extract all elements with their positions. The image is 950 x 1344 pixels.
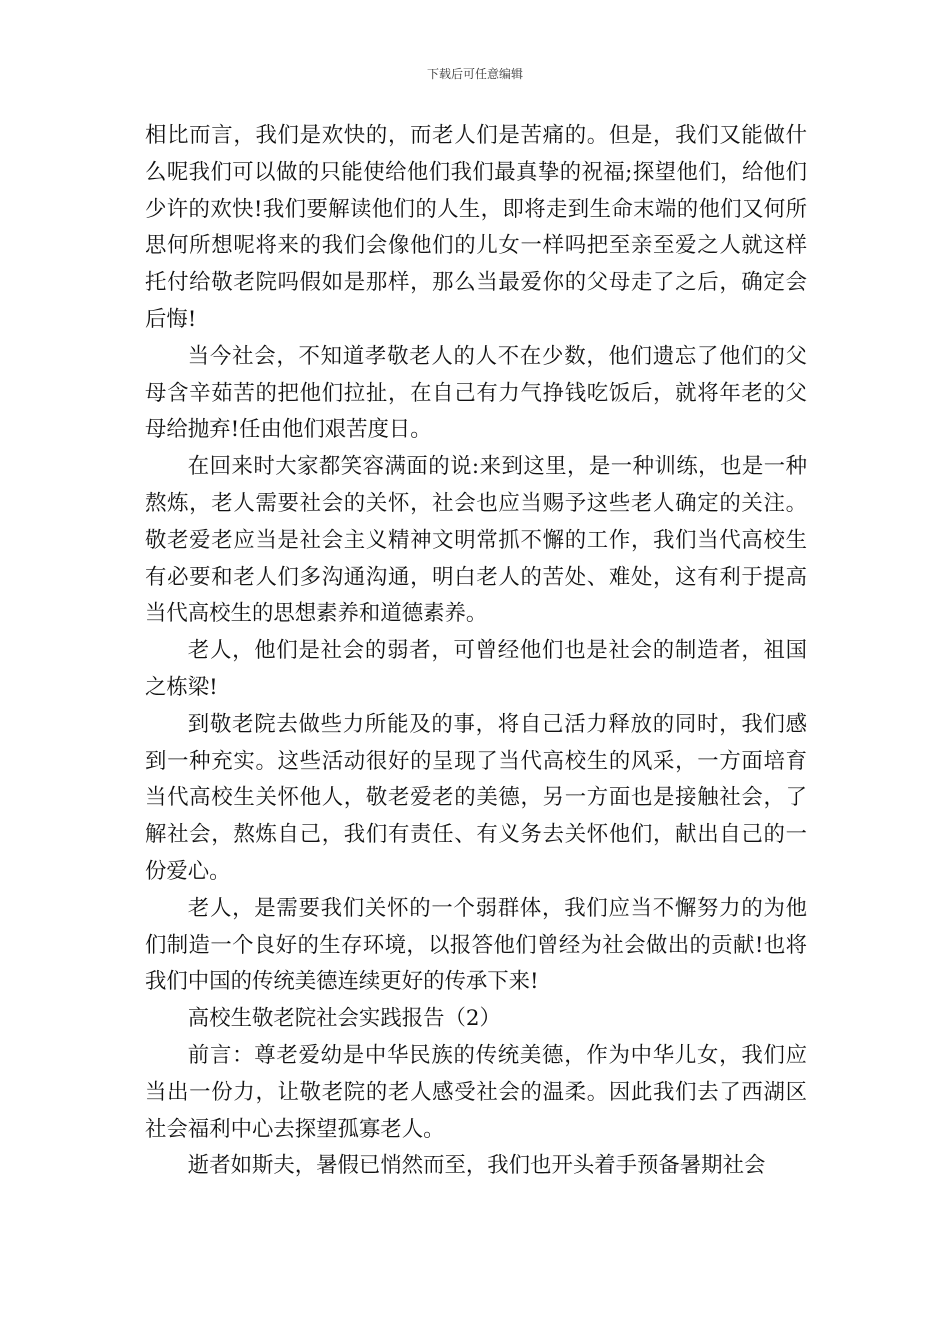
paragraph: 到敬老院去做些力所能及的事，将自己活力释放的同时，我们感到一种充实。这些活动很好的呈现了当代高校生的风采，一方面培育当代高校生关怀他人，敬老爱老的美德，另一方面也是接触社会，了解社会，熬炼自己，我们有责任、有义务去关怀他们，献出自己的一份爱心。 [145,711,807,884]
page-header: 下载后可任意编辑 [426,67,523,81]
paragraph: 老人，是需要我们关怀的一个弱群体，我们应当不懈努力的为他们制造一个良好的生存环境，以报答他们曾经为社会做出的贡献!也将我们中国的传统美德连续更好的传承下来! [145,895,807,995]
paragraph: 相比而言，我们是欢快的，而老人们是苦痛的。但是，我们又能做什么呢我们可以做的只能使给他们我们最真挚的祝福;探望他们，给他们少许的欢快!我们要解读他们的人生，即将走到生命末端的他们又何所思何所想呢将来的我们会像他们的儿女一样吗把至亲至爱之人就这样托付给敬老院吗假如是那样，那么当最爱你的父母走了之后，确定会后悔! [145,123,807,332]
paragraph: 当今社会，不知道孝敬老人的人不在少数，他们遗忘了他们的父母含辛茹苦的把他们拉扯，在自己有力气挣钱吃饭后，就将年老的父母给抛弃!任由他们艰苦度日。 [145,343,807,443]
paragraph: 逝者如斯夫，暑假已悄然而至，我们也开头着手预备暑期社会 [187,1153,766,1179]
document-body [145,118,807,1185]
section-title: 高校生敬老院社会实践报告（2） [187,1006,501,1032]
paragraph: 前言：尊老爱幼是中华民族的传统美德，作为中华儿女，我们应当出一份力，让敬老院的老人感受社会的温柔。因此我们去了西湖区社会福利中心去探望孤寡老人。 [145,1042,807,1142]
paragraph: 在回来时大家都笑容满面的说:来到这里，是一种训练，也是一种熬炼，老人需要社会的关怀，社会也应当赐予这些老人确定的关注。敬老爱老应当是社会主义精神文明常抓不懈的工作，我们当代高校生有必要和老人们多沟通沟通，明白老人的苦处、难处，这有利于提高当代高校生的思想素养和道德素养。 [145,454,807,627]
paragraph: 老人，他们是社会的弱者，可曾经他们也是社会的制造者，祖国之栋梁! [145,638,807,700]
